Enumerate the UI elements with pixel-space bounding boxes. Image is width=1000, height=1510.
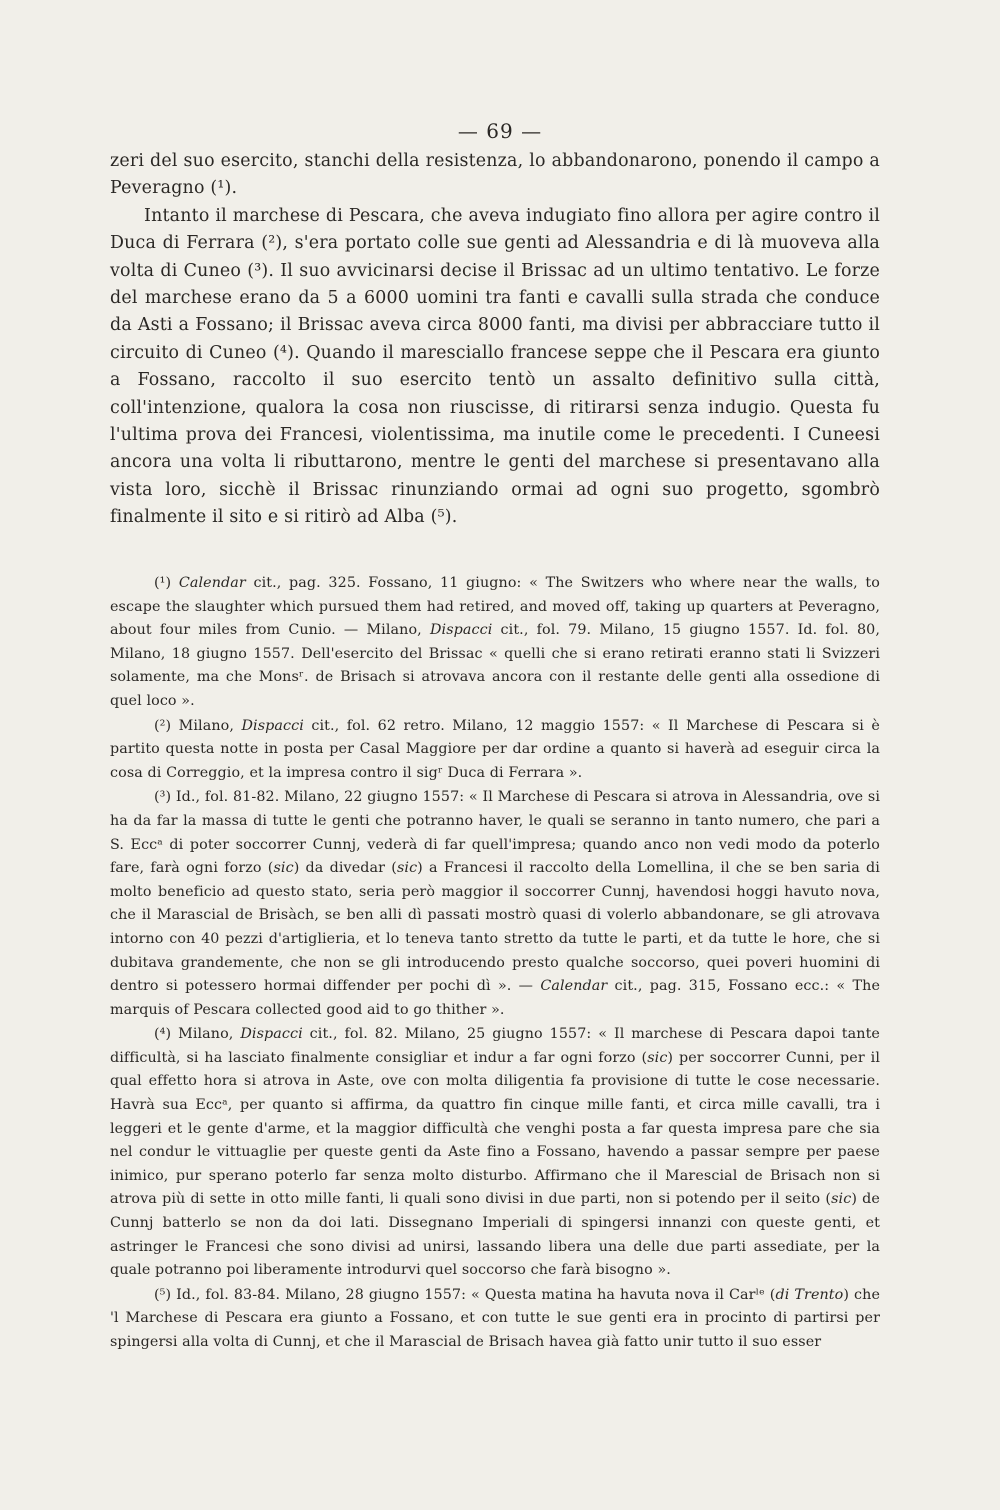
footnote-mark: (⁵) (154, 1286, 172, 1303)
body-paragraph: zeri del suo esercito, stanchi della resistenza, lo abbandonarono, ponendo il campo a Peveragno (¹). (110, 151, 880, 199)
footnote-italic-text: Calendar (178, 575, 246, 591)
footnote-text: ) da divedar ( (293, 860, 397, 877)
footnote-text: cit., pag. 325. Fossano, 11 giugno: « The Switzers who where near the walls, to escape the slaughter which pursued them had retired, and moved off, taking up quarters at Peveragno, about four miles from Cunio. — Milano, (110, 575, 880, 639)
footnote-italic-text: sic (647, 1049, 668, 1066)
footnote-1 (110, 572, 880, 714)
footnote-4 (110, 1023, 880, 1283)
footnote-text: cit., fol. 62 retro. Milano, 12 maggio 1557: « Il Marchese di Pescara si è partito questa notte in posta per Casal Maggiore per dar ordine a quanto si haverà ad eseguir circa la cosa di Correggio, et la impresa contro il sigʳ Duca di Ferrara ». (110, 717, 880, 781)
page-number: — 69 — (457, 119, 543, 143)
footnote-mark: (²) (154, 717, 172, 734)
footnote-text: Milano, (171, 717, 242, 734)
footnote-italic-text: Dispacci (240, 1026, 303, 1043)
footnote-text (171, 575, 179, 591)
footnote-italic-text: Dispacci (429, 622, 493, 639)
footnote-text: ) per soccorrer Cunni, per il qual effetto hora si atrova in Aste, ove con molta diligentia fa provisione di tutte le cose necessarie. Havrà sua Eccᵃ, per quanto si affirma, da quattro fin cinque mille fanti, et circa mille cavalli, tra i leggeri et le gente d'arme, et la maggior difficultà che venghi posta a far questa impresa pare che sia nel condur le vittuaglie per queste genti da Aste fino a Fossano, havendo a passar sempre per paese inimico, pur sperano poterlo far senza molto disturbo. Affirmano che il Marescial de Brisach non si atrova più di sette in otto mille fanti, li quali sono divisi in due parti, non si potendo per il seito ( (110, 1049, 881, 1208)
body-paragraph: Intanto il marchese di Pescara, che aveva indugiato fino allora per agire contro il Duca di Ferrara (²), s'era portato colle sue genti ad Alessandria e di là muoveva alla volta di Cuneo (³). Il suo avvicinarsi decise il Brissac ad un ultimo tentativo. Le forze del marchese erano da 5 a 6000 uomini tra fanti e cavalli sulla strada che conduce da Asti a Fossano; il Brissac aveva circa 8000 fanti, ma divisi per abbracciare tutto il circuito di Cuneo (⁴). Quando il maresciallo francese seppe che il Pescara era giunto a Fossano, raccolto il suo esercito tentò un assalto definitivo sulla città, coll'intenzione, qualora la cosa non riuscisse, di ritirarsi senza indugio. Questa fu l'ultima prova dei Francesi, violentissima, ma inutile come le precedenti. I Cuneesi ancora una volta li ributtarono, mentre le genti del marchese si presentavano alla vista loro, sicchè il Brissac rinunziando ormai ad ogni suo progetto, sgombrò finalmente il sito e si ritirò ad Alba (⁵). (110, 205, 880, 528)
footnote-italic-text: sic (273, 860, 294, 877)
footnote-italic-text: sic (396, 860, 418, 877)
footnote-text: cit., pag. 315, Fossano ecc.: « The marquis of Pescara collected good aid to go thither ». (110, 978, 881, 1018)
footnote-text: ) a Francesi il raccolto della Lomellina, il che se ben saria di molto beneficio ad questo stato, seria però maggior il soccorrer Cunnj, havendosi hoggi havuto nova, che il Marascial de Brisàch, se ben alli dì passati mostrò quasi di volerlo abbandonare, se gli atrovava intorno con 40 pezzi d'artiglieria, et lo teneva tanto stretto da tutte le parti, et da tutte le hore, che si dubitava grandemente, che non se gli introducendo presto qualche soccorso, quei poveri huomini di dentro si potessero hormai diffender per pochi dì ». — (110, 860, 880, 995)
footnote-text: Id., fol. 81-82. Milano, 22 giugno 1557: « Il Marchese di Pescara si atrova in Alessandria, ove si ha da far la massa di tutte le genti che potranno haver, le quali se seranno in tanto numero, che pari a S. Eccᵃ di poter soccorrer Cunnj, vederà di far quell'impresa; quando anco non vedi modo da poterlo fare, farà ogni forzo ( (110, 789, 880, 877)
footnote-2 (110, 715, 880, 786)
footnote-text: ) che 'l Marchese di Pescara era giunto a Fossano, et con tutte le sue genti era in procinto di partirsi per spingersi alla volta di Cunnj, et che il Marascial de Brisach havea già fatto unir tutto il suo esser (110, 1286, 881, 1350)
footnote-text: ) de Cunnj batterlo se non da doi lati. Dissegnano Imperiali di spingersi innanzi con queste genti, et astringer le Francesi che sono divisi ad unirsi, lassando libera una delle due parti assediate, per la quale potranno poi liberamente introdurvi quel soccorso che farà bisogno ». (110, 1191, 880, 1279)
footnote-italic-text: Calendar (540, 978, 608, 995)
footnote-3 (110, 786, 880, 1022)
footnote-5 (110, 1284, 880, 1355)
footnote-mark: (⁴) (154, 1026, 172, 1043)
footnote-text: Milano, (171, 1026, 241, 1043)
footnote-italic-text: di Trento (775, 1286, 844, 1303)
footnote-text: Id., fol. 83-84. Milano, 28 giugno 1557: « Questa matina ha havuta nova il Carˡᵉ ( (171, 1286, 776, 1303)
footnote-mark: (³) (154, 789, 172, 806)
footnote-text: cit., fol. 79. Milano, 15 giugno 1557. Id. fol. 80, Milano, 18 giugno 1557. Dell'esercito del Brissac « quelli che si erano retirati eranno stati li Svizzeri solamente, ma che Monsʳ. de Brisach si atrovava ancora con il restante delle genti alla ossedione di quel loco ». (110, 622, 880, 709)
footnote-text: cit., fol. 82. Milano, 25 giugno 1557: « Il marchese di Pescara dapoi tante difficultà, si ha lasciato finalmente consigliar et indur a far ogni forzo ( (110, 1026, 880, 1066)
footnote-italic-text: Dispacci (241, 717, 304, 734)
footnote-mark: (¹) (154, 575, 172, 591)
body-text (110, 148, 880, 532)
footnote-italic-text: sic (831, 1191, 852, 1208)
footnotes (110, 572, 880, 1355)
